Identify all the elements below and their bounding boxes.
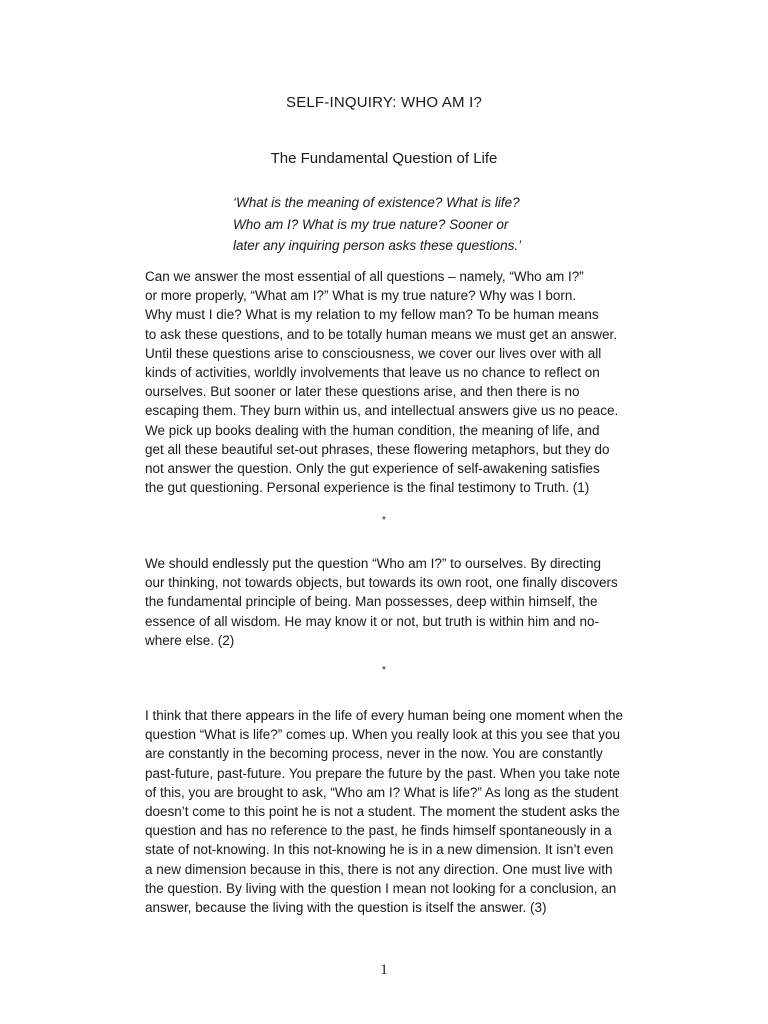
section-separator: *	[382, 515, 386, 526]
text-line: state of not-knowing. In this not-knowing he is in a new dimension. It isn’t even	[145, 842, 614, 858]
text-line: of this, you are brought to ask, “Who am I? What is life?” As long as the student	[145, 784, 619, 800]
text-line: We pick up books dealing with the human condition, the meaning of life, and	[145, 422, 600, 438]
text-line: answer, because the living with the question is itself the answer. (3)	[145, 900, 547, 916]
text-line: essence of all wisdom. He may know it or not, but truth is within him and no-	[145, 613, 599, 629]
text-line: are constantly in the becoming process, never in the now. You are constantly	[145, 746, 603, 762]
text-line: question “What is life?” comes up. When you really look at this you see that you	[145, 727, 620, 743]
text-line: We should endlessly put the question “Who am I?” to ourselves. By directing	[145, 556, 601, 571]
text-line: not answer the question. Only the gut experience of self-awakening satisfies	[145, 461, 600, 477]
epigraph-line: later any inquiring person asks these questions.’	[233, 238, 522, 253]
page-number: 1	[380, 962, 388, 978]
text-line: the question. By living with the question I mean not looking for a conclusion, an	[145, 880, 617, 896]
text-line: ourselves. But sooner or later these questions arise, and then there is no	[145, 384, 580, 400]
text-line: I think that there appears in the life of every human being one moment when the	[145, 708, 624, 723]
text-line: the fundamental principle of being. Man possesses, deep within himself, the	[145, 594, 598, 610]
document-subtitle: The Fundamental Question of Life	[270, 150, 498, 167]
text-line: past-future, past-future. You prepare the future by the past. When you take note	[145, 765, 621, 781]
text-line: doesn’t come to this point he is not a student. The moment the student asks the	[145, 804, 620, 820]
text-line: Until these questions arise to consciousness, we cover our lives over with all	[145, 345, 602, 361]
text-line: where else. (2)	[145, 632, 235, 648]
text-line: the gut questioning. Personal experience is the final testimony to Truth. (1)	[145, 480, 590, 496]
section-separator: *	[382, 665, 386, 676]
text-line: kinds of activities, worldly involvements that leave us no chance to reflect on	[145, 365, 600, 381]
text-line: a new dimension because in this, there is not any direction. One must live with	[145, 861, 613, 877]
text-line: question and has no reference to the past, he finds himself spontaneously in a	[145, 823, 612, 839]
document-title: SELF-INQUIRY: WHO AM I?	[285, 94, 483, 111]
text-line: Can we answer the most essential of all questions – namely, “Who am I?”	[145, 269, 584, 284]
text-line: get all these beautiful set-out phrases, these flowering metaphors, but they do	[145, 441, 610, 457]
text-line: or more properly, “What am I?” What is my true nature? Why was I born.	[145, 288, 577, 304]
epigraph-line: ‘What is the meaning of existence? What is life?	[233, 195, 520, 210]
epigraph-quote	[233, 192, 573, 257]
paragraph-2	[145, 554, 635, 650]
text-line: escaping them. They burn within us, and intellectual answers give us no peace.	[145, 403, 619, 419]
text-line: to ask these questions, and to be totally human means we must get an answer.	[145, 326, 618, 342]
epigraph-line: Who am I? What is my true nature? Sooner or	[233, 216, 509, 232]
text-line: our thinking, not towards objects, but towards its own root, one finally discovers	[145, 575, 618, 591]
paragraph-1	[145, 267, 635, 497]
paragraph-3	[145, 706, 635, 917]
text-line: Why must I die? What is my relation to my fellow man? To be human means	[145, 307, 599, 323]
